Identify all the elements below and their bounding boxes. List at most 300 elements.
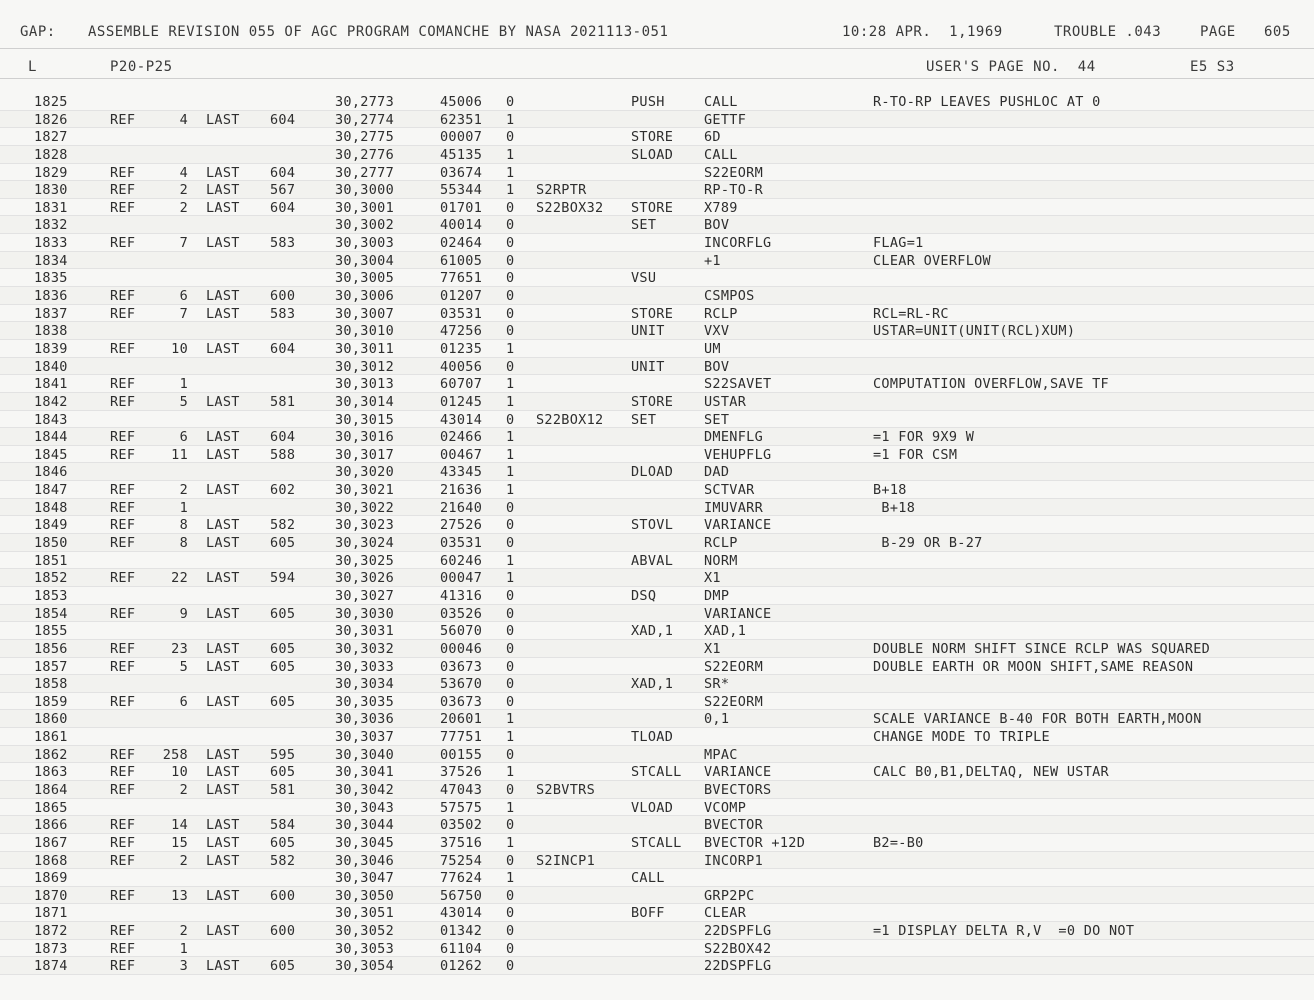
listing-row	[0, 569, 1314, 587]
row-octal-word: 27526	[440, 517, 483, 534]
row-ref-keyword: REF	[110, 746, 136, 763]
row-last-page: 595	[270, 746, 296, 763]
row-opcode: VSU	[631, 270, 657, 287]
row-last-keyword: LAST	[206, 235, 240, 252]
row-ref-count: 2	[179, 199, 188, 216]
row-ref-keyword: REF	[110, 570, 136, 587]
listing-row	[0, 111, 1314, 129]
row-last-keyword: LAST	[206, 764, 240, 781]
row-ref-count: 5	[179, 658, 188, 675]
row-address: 30,3046	[335, 852, 394, 869]
row-parity: 1	[506, 340, 515, 357]
row-line-number: 1828	[34, 146, 68, 163]
row-ref-keyword: REF	[110, 535, 136, 552]
listing-row	[0, 904, 1314, 922]
row-line-number: 1855	[34, 623, 68, 640]
row-ref-keyword: REF	[110, 605, 136, 622]
row-comment: R-TO-RP LEAVES PUSHLOC AT 0	[873, 94, 1101, 110]
row-address: 30,3010	[335, 323, 394, 340]
listing-row	[0, 887, 1314, 905]
listing-row	[0, 640, 1314, 658]
row-octal-word: 03673	[440, 658, 483, 675]
row-comment: B-29 OR B-27	[873, 535, 983, 552]
row-line-number: 1826	[34, 111, 68, 128]
row-last-page: 604	[270, 340, 296, 357]
row-address: 30,2775	[335, 129, 394, 146]
row-ref-count: 6	[179, 429, 188, 446]
row-octal-word: 37516	[440, 834, 483, 851]
row-line-number: 1872	[34, 923, 68, 940]
listing-row	[0, 146, 1314, 164]
listing-row	[0, 675, 1314, 693]
row-last-page: 583	[270, 305, 296, 322]
row-last-page: 582	[270, 852, 296, 869]
row-address: 30,3040	[335, 746, 394, 763]
row-line-number: 1829	[34, 164, 68, 181]
row-opcode: VLOAD	[631, 799, 674, 816]
row-parity: 0	[506, 517, 515, 534]
row-comment: FLAG=1	[873, 235, 924, 252]
row-address: 30,2774	[335, 111, 394, 128]
row-line-number: 1868	[34, 852, 68, 869]
row-octal-word: 47256	[440, 323, 483, 340]
row-octal-word: 40056	[440, 358, 483, 375]
row-comment: =1 FOR 9X9 W	[873, 429, 975, 446]
row-ref-count: 2	[179, 923, 188, 940]
listing-row	[0, 199, 1314, 217]
row-address: 30,3017	[335, 446, 394, 463]
row-operand: INCORP1	[704, 852, 763, 869]
row-operand: S22BOX42	[704, 940, 772, 957]
row-operand: +1	[704, 252, 721, 269]
row-parity: 1	[506, 146, 515, 163]
row-parity: 0	[506, 623, 515, 640]
row-parity: 0	[506, 923, 515, 940]
row-octal-word: 77751	[440, 729, 483, 746]
row-line-number: 1871	[34, 905, 68, 922]
row-operand: XAD,1	[704, 623, 747, 640]
listing-row	[0, 516, 1314, 534]
row-octal-word: 61005	[440, 252, 483, 269]
row-ref-count: 2	[179, 852, 188, 869]
listing-row	[0, 446, 1314, 464]
row-ref-count: 9	[179, 605, 188, 622]
page-number: 605	[1264, 24, 1291, 40]
row-parity: 1	[506, 393, 515, 410]
row-operand: BVECTOR	[704, 817, 763, 834]
row-line-number: 1853	[34, 587, 68, 604]
listing-row	[0, 799, 1314, 817]
row-comment: CLEAR OVERFLOW	[873, 252, 991, 269]
row-octal-word: 40014	[440, 217, 483, 234]
listing-row	[0, 216, 1314, 234]
row-comment: CHANGE MODE TO TRIPLE	[873, 729, 1050, 746]
row-line-number: 1839	[34, 340, 68, 357]
row-ref-count: 10	[171, 340, 188, 357]
row-last-keyword: LAST	[206, 958, 240, 975]
row-address: 30,3004	[335, 252, 394, 269]
row-ref-keyword: REF	[110, 923, 136, 940]
row-address: 30,3002	[335, 217, 394, 234]
row-ref-count: 6	[179, 693, 188, 710]
row-line-number: 1832	[34, 217, 68, 234]
row-line-number: 1854	[34, 605, 68, 622]
row-address: 30,3052	[335, 923, 394, 940]
row-operand: VXV	[704, 323, 730, 340]
listing-row	[0, 957, 1314, 975]
row-ref-keyword: REF	[110, 640, 136, 657]
row-last-page: 604	[270, 199, 296, 216]
row-last-keyword: LAST	[206, 887, 240, 904]
row-last-keyword: LAST	[206, 517, 240, 534]
row-ref-count: 1	[179, 499, 188, 516]
row-last-keyword: LAST	[206, 429, 240, 446]
row-opcode: STORE	[631, 199, 674, 216]
row-line-number: 1862	[34, 746, 68, 763]
row-line-number: 1858	[34, 676, 68, 693]
row-operand: DMENFLG	[704, 429, 763, 446]
row-ref-keyword: REF	[110, 517, 136, 534]
listing-row	[0, 869, 1314, 887]
row-octal-word: 00467	[440, 446, 483, 463]
row-operand: RP-TO-R	[704, 182, 763, 199]
row-opcode: BOFF	[631, 905, 665, 922]
row-parity: 1	[506, 764, 515, 781]
row-octal-word: 77624	[440, 870, 483, 887]
row-line-number: 1830	[34, 182, 68, 199]
row-address: 30,3022	[335, 499, 394, 516]
row-ref-count: 5	[179, 393, 188, 410]
row-last-page: 605	[270, 834, 296, 851]
row-last-page: 605	[270, 693, 296, 710]
row-operand: CALL	[704, 94, 738, 110]
row-address: 30,3036	[335, 711, 394, 728]
row-address: 30,3043	[335, 799, 394, 816]
row-octal-word: 62351	[440, 111, 483, 128]
row-address: 30,3021	[335, 482, 394, 499]
row-last-keyword: LAST	[206, 923, 240, 940]
row-line-number: 1833	[34, 235, 68, 252]
row-last-keyword: LAST	[206, 640, 240, 657]
row-operand: GETTF	[704, 111, 747, 128]
listing-row	[0, 164, 1314, 182]
row-address: 30,3013	[335, 376, 394, 393]
row-octal-word: 00047	[440, 570, 483, 587]
row-ref-count: 1	[179, 940, 188, 957]
row-last-page: 583	[270, 235, 296, 252]
row-operand: IMUVARR	[704, 499, 763, 516]
row-ref-keyword: REF	[110, 182, 136, 199]
listing-row	[0, 428, 1314, 446]
row-operand: CALL	[704, 146, 738, 163]
listing-row	[0, 852, 1314, 870]
row-parity: 0	[506, 852, 515, 869]
row-parity: 1	[506, 711, 515, 728]
row-address: 30,3037	[335, 729, 394, 746]
row-ref-count: 2	[179, 781, 188, 798]
row-ref-keyword: REF	[110, 376, 136, 393]
row-last-page: 604	[270, 164, 296, 181]
l-marker: L	[28, 59, 37, 75]
row-octal-word: 60246	[440, 552, 483, 569]
listing-row	[0, 358, 1314, 376]
row-parity: 0	[506, 587, 515, 604]
row-operand: X1	[704, 640, 721, 657]
row-last-page: 605	[270, 764, 296, 781]
row-operand: BVECTORS	[704, 781, 772, 798]
row-address: 30,3005	[335, 270, 394, 287]
row-last-keyword: LAST	[206, 446, 240, 463]
row-address: 30,3053	[335, 940, 394, 957]
row-octal-word: 02466	[440, 429, 483, 446]
listing-row	[0, 552, 1314, 570]
row-operand: USTAR	[704, 393, 747, 410]
row-parity: 0	[506, 640, 515, 657]
row-parity: 0	[506, 499, 515, 516]
row-octal-word: 00155	[440, 746, 483, 763]
row-ref-count: 1	[179, 376, 188, 393]
row-parity: 0	[506, 129, 515, 146]
row-last-page: 605	[270, 640, 296, 657]
row-parity: 0	[506, 358, 515, 375]
row-octal-word: 61104	[440, 940, 483, 957]
row-opcode: STORE	[631, 129, 674, 146]
row-opcode: CALL	[631, 870, 665, 887]
row-line-number: 1838	[34, 323, 68, 340]
row-parity: 1	[506, 164, 515, 181]
row-ref-keyword: REF	[110, 781, 136, 798]
row-operand: VCOMP	[704, 799, 747, 816]
row-ref-count: 8	[179, 517, 188, 534]
row-address: 30,3012	[335, 358, 394, 375]
listing-row	[0, 393, 1314, 411]
row-parity: 1	[506, 799, 515, 816]
listing-row	[0, 658, 1314, 676]
row-operand: BOV	[704, 358, 730, 375]
row-ref-keyword: REF	[110, 693, 136, 710]
sheet-id: E5 S3	[1190, 59, 1235, 75]
row-parity: 1	[506, 482, 515, 499]
row-last-page: 581	[270, 781, 296, 798]
listing-row	[0, 481, 1314, 499]
header-rule	[0, 48, 1314, 49]
row-parity: 1	[506, 376, 515, 393]
row-operand: X789	[704, 199, 738, 216]
listing-row	[0, 499, 1314, 517]
listing-row	[0, 234, 1314, 252]
row-parity: 0	[506, 746, 515, 763]
row-comment: B+18	[873, 499, 916, 516]
row-parity: 0	[506, 323, 515, 340]
row-operand: 6D	[704, 129, 721, 146]
row-ref-keyword: REF	[110, 852, 136, 869]
row-comment: RCL=RL-RC	[873, 305, 949, 322]
row-parity: 0	[506, 817, 515, 834]
row-octal-word: 43014	[440, 905, 483, 922]
row-parity: 0	[506, 658, 515, 675]
row-operand: MPAC	[704, 746, 738, 763]
listing-row	[0, 605, 1314, 623]
row-ref-count: 23	[171, 640, 188, 657]
row-octal-word: 45135	[440, 146, 483, 163]
row-line-number: 1850	[34, 535, 68, 552]
row-parity: 0	[506, 288, 515, 305]
row-line-number: 1856	[34, 640, 68, 657]
row-last-page: 567	[270, 182, 296, 199]
row-octal-word: 21636	[440, 482, 483, 499]
row-ref-keyword: REF	[110, 499, 136, 516]
row-opcode: ABVAL	[631, 552, 674, 569]
listing-row	[0, 587, 1314, 605]
row-address: 30,3001	[335, 199, 394, 216]
listing-row	[0, 411, 1314, 429]
row-octal-word: 55344	[440, 182, 483, 199]
row-address: 30,3050	[335, 887, 394, 904]
row-parity: 0	[506, 905, 515, 922]
row-last-keyword: LAST	[206, 781, 240, 798]
row-comment: CALC B0,B1,DELTAQ, NEW USTAR	[873, 764, 1109, 781]
row-line-number: 1841	[34, 376, 68, 393]
row-operand: S22SAVET	[704, 376, 772, 393]
row-line-number: 1873	[34, 940, 68, 957]
row-octal-word: 47043	[440, 781, 483, 798]
trouble-code: TROUBLE .043	[1054, 24, 1162, 40]
listing-row	[0, 728, 1314, 746]
row-line-number: 1869	[34, 870, 68, 887]
row-label: S22BOX12	[536, 411, 604, 428]
row-parity: 1	[506, 870, 515, 887]
row-comment: DOUBLE NORM SHIFT SINCE RCLP WAS SQUARED	[873, 640, 1211, 657]
row-line-number: 1867	[34, 834, 68, 851]
row-octal-word: 41316	[440, 587, 483, 604]
row-operand: BOV	[704, 217, 730, 234]
row-octal-word: 01701	[440, 199, 483, 216]
row-octal-word: 00046	[440, 640, 483, 657]
row-last-page: 582	[270, 517, 296, 534]
row-parity: 0	[506, 94, 515, 110]
row-last-page: 600	[270, 923, 296, 940]
row-ref-keyword: REF	[110, 940, 136, 957]
row-parity: 0	[506, 940, 515, 957]
row-ref-keyword: REF	[110, 834, 136, 851]
listing-row	[0, 763, 1314, 781]
row-last-page: 600	[270, 288, 296, 305]
row-parity: 1	[506, 834, 515, 851]
listing-row	[0, 710, 1314, 728]
row-line-number: 1864	[34, 781, 68, 798]
row-line-number: 1874	[34, 958, 68, 975]
row-opcode: STCALL	[631, 764, 682, 781]
row-operand: SCTVAR	[704, 482, 755, 499]
row-octal-word: 01342	[440, 923, 483, 940]
row-operand: DMP	[704, 587, 730, 604]
row-opcode: SLOAD	[631, 146, 674, 163]
row-opcode: XAD,1	[631, 676, 674, 693]
row-ref-count: 22	[171, 570, 188, 587]
row-comment: USTAR=UNIT(UNIT(RCL)XUM)	[873, 323, 1076, 340]
row-ref-keyword: REF	[110, 164, 136, 181]
row-opcode: DSQ	[631, 587, 657, 604]
row-opcode: STOVL	[631, 517, 674, 534]
row-parity: 0	[506, 305, 515, 322]
row-last-keyword: LAST	[206, 570, 240, 587]
row-last-page: 605	[270, 535, 296, 552]
row-address: 30,3051	[335, 905, 394, 922]
row-line-number: 1834	[34, 252, 68, 269]
listing-row	[0, 922, 1314, 940]
row-operand: 22DSPFLG	[704, 923, 772, 940]
row-ref-keyword: REF	[110, 111, 136, 128]
row-last-keyword: LAST	[206, 340, 240, 357]
row-octal-word: 01207	[440, 288, 483, 305]
row-address: 30,3033	[335, 658, 394, 675]
row-operand: RCLP	[704, 305, 738, 322]
row-ref-keyword: REF	[110, 817, 136, 834]
row-last-keyword: LAST	[206, 182, 240, 199]
row-opcode: XAD,1	[631, 623, 674, 640]
row-ref-count: 4	[179, 111, 188, 128]
row-address: 30,3024	[335, 535, 394, 552]
listing-row	[0, 269, 1314, 287]
row-comment: =1 FOR CSM	[873, 446, 958, 463]
subheader-rule	[0, 78, 1314, 79]
row-parity: 0	[506, 605, 515, 622]
row-line-number: 1847	[34, 482, 68, 499]
listing-row	[0, 252, 1314, 270]
row-address: 30,3014	[335, 393, 394, 410]
row-ref-count: 14	[171, 817, 188, 834]
row-opcode: STORE	[631, 393, 674, 410]
row-line-number: 1863	[34, 764, 68, 781]
row-ref-count: 11	[171, 446, 188, 463]
row-line-number: 1836	[34, 288, 68, 305]
row-octal-word: 02464	[440, 235, 483, 252]
row-octal-word: 56070	[440, 623, 483, 640]
listing-row	[0, 322, 1314, 340]
row-operand: VARIANCE	[704, 764, 772, 781]
row-operand: S22EORM	[704, 658, 763, 675]
row-last-keyword: LAST	[206, 111, 240, 128]
row-ref-count: 258	[162, 746, 188, 763]
row-comment: B2=-B0	[873, 834, 924, 851]
row-parity: 0	[506, 676, 515, 693]
row-opcode: STCALL	[631, 834, 682, 851]
row-parity: 0	[506, 235, 515, 252]
row-last-keyword: LAST	[206, 482, 240, 499]
row-address: 30,3016	[335, 429, 394, 446]
row-ref-keyword: REF	[110, 393, 136, 410]
listing-row	[0, 940, 1314, 958]
row-ref-count: 3	[179, 958, 188, 975]
row-last-page: 581	[270, 393, 296, 410]
row-ref-keyword: REF	[110, 887, 136, 904]
row-comment: B+18	[873, 482, 907, 499]
row-octal-word: 03526	[440, 605, 483, 622]
row-octal-word: 37526	[440, 764, 483, 781]
row-ref-keyword: REF	[110, 340, 136, 357]
row-parity: 1	[506, 182, 515, 199]
row-last-keyword: LAST	[206, 658, 240, 675]
row-last-page: 605	[270, 658, 296, 675]
assemble-title: ASSEMBLE REVISION 055 OF AGC PROGRAM COMANCHE BY NASA 2021113-051	[88, 24, 669, 40]
timestamp: 10:28 APR. 1,1969	[842, 24, 1003, 40]
row-ref-count: 15	[171, 834, 188, 851]
row-operand: INCORFLG	[704, 235, 772, 252]
row-ref-count: 6	[179, 288, 188, 305]
row-last-page: 604	[270, 111, 296, 128]
row-parity: 0	[506, 887, 515, 904]
listing-row	[0, 287, 1314, 305]
